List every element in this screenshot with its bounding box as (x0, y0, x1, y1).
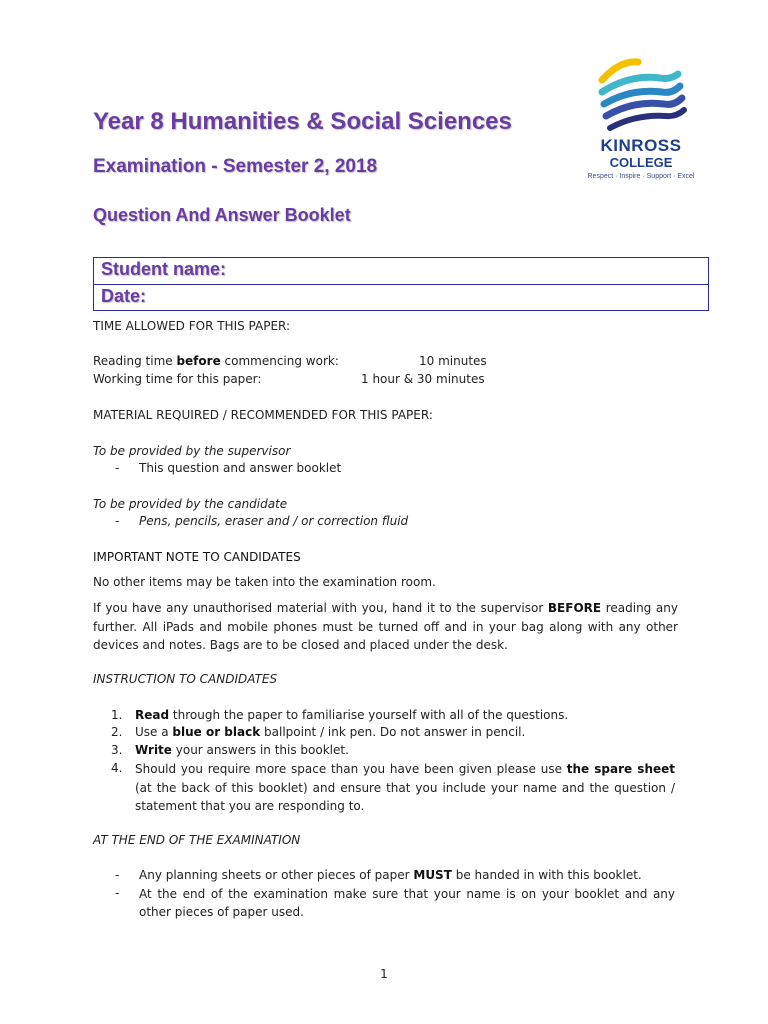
instruction-pre: Use a (135, 725, 173, 739)
document-title: Year 8 Humanities & Social Sciences (93, 108, 512, 135)
reading-time-bold: before (176, 354, 221, 368)
logo-tagline: Respect · Inspire · Support · Excel (587, 173, 695, 180)
note-p2-pre: If you have any unauthorised material with you, hand it to the supervisor (93, 601, 548, 615)
instruction-number: 4. (111, 761, 123, 775)
list-dash: - (115, 461, 120, 475)
student-name-row[interactable] (94, 258, 708, 284)
reading-time-pre: Reading time (93, 354, 177, 368)
list-dash: - (115, 886, 120, 900)
student-info-box (93, 257, 709, 311)
time-allowed-heading: TIME ALLOWED FOR THIS PAPER: (93, 319, 291, 333)
logo-name-line1: KINROSS (600, 136, 682, 155)
end-item: At the end of the examination make sure that your name is on your booklet and any other pieces of paper used. (139, 887, 675, 919)
student-name-label: Student name: (101, 259, 227, 279)
material-heading: MATERIAL REQUIRED / RECOMMENDED FOR THIS PAPER: (93, 408, 433, 422)
instruction-number: 2. (111, 725, 123, 739)
booklet-subtitle: Question And Answer Booklet (93, 205, 351, 225)
supervisor-heading: To be provided by the supervisor (93, 444, 291, 458)
instruction-item (135, 760, 675, 816)
reading-time-post: commencing work: (220, 354, 339, 368)
end-item1-bold: MUST (413, 868, 452, 882)
wave-logo-icon (580, 52, 702, 136)
reading-time-label (93, 353, 339, 370)
instruction-number: 3. (111, 743, 123, 757)
instruction-pre: Should you require more space than you have been given please use (135, 762, 567, 776)
list-dash: - (115, 514, 120, 528)
instruction-bold: blue or black (172, 725, 261, 739)
candidate-item: Pens, pencils, eraser and / or correction fluid (139, 514, 409, 528)
instruction-number: 1. (111, 708, 123, 722)
instruction-bold: Write (135, 743, 172, 757)
important-note-heading: IMPORTANT NOTE TO CANDIDATES (93, 550, 301, 564)
instruction-bold: the spare sheet (566, 762, 676, 776)
end-item (139, 867, 642, 884)
end-heading: AT THE END OF THE EXAMINATION (93, 833, 301, 847)
end-item1-post: be handed in with this booklet. (451, 868, 642, 882)
instruction-text: through the paper to familiarise yourself with all of the questions. (169, 708, 569, 722)
note-paragraph (93, 599, 678, 655)
working-time-label: Working time for this paper: (93, 372, 262, 386)
instructions-heading: INSTRUCTION TO CANDIDATES (93, 672, 278, 686)
logo-name-line2: COLLEGE (609, 155, 673, 170)
exam-subtitle: Examination - Semester 2, 2018 (93, 156, 378, 177)
instruction-text: your answers in this booklet. (171, 743, 349, 757)
instruction-item (135, 707, 568, 724)
instruction-text: ballpoint / ink pen. Do not answer in pencil. (260, 725, 526, 739)
list-dash: - (115, 868, 120, 882)
supervisor-item: This question and answer booklet (139, 461, 342, 475)
candidate-heading: To be provided by the candidate (93, 497, 288, 511)
date-row[interactable] (94, 284, 708, 311)
reading-time-value: 10 minutes (419, 354, 487, 368)
instruction-text: (at the back of this booklet) and ensure that you include your name and the question / statement that you are responding to. (135, 780, 675, 813)
instruction-item (135, 742, 349, 759)
kinross-college-logo (580, 52, 702, 184)
end-item1-pre: Any planning sheets or other pieces of paper (139, 868, 414, 882)
working-time-value: 1 hour & 30 minutes (361, 372, 485, 386)
page-number: 1 (380, 967, 388, 981)
note-p2-bold: BEFORE (547, 601, 602, 615)
note-line1: No other items may be taken into the examination room. (93, 575, 436, 589)
note-p2-post: reading any further. All iPads and mobile phones must be turned off and in your bag along with any other devices and notes. Bags are to be closed and placed under the desk. (93, 601, 678, 652)
instruction-item (135, 724, 525, 741)
date-label: Date: (101, 286, 147, 306)
instruction-bold: Read (135, 708, 170, 722)
